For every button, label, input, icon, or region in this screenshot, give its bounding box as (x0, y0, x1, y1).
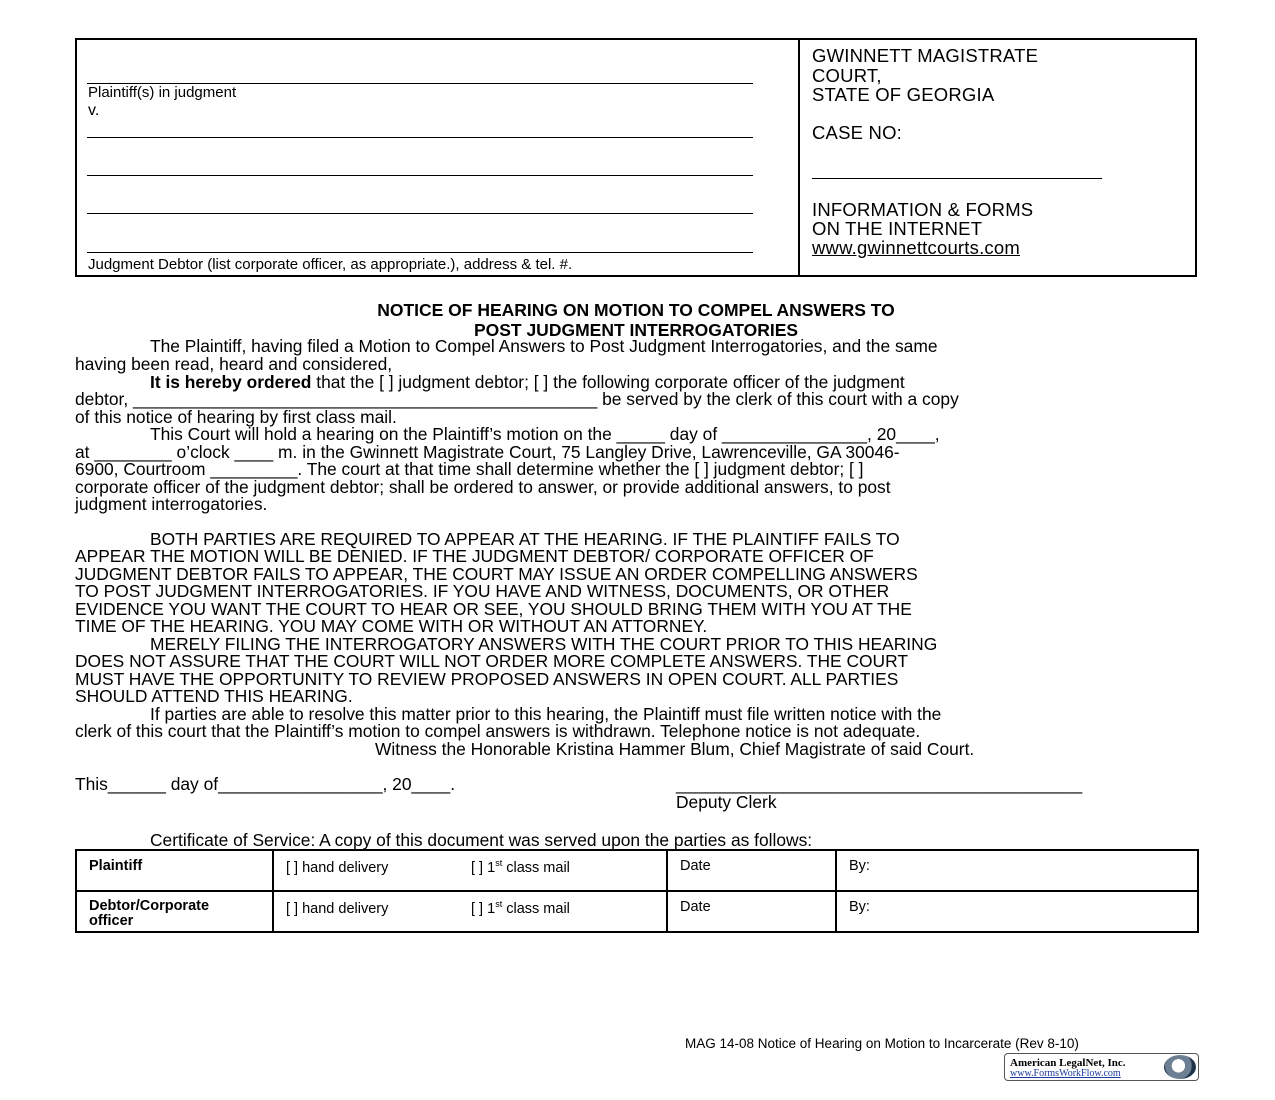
info-line2: ON THE INTERNET (812, 218, 983, 239)
deputy-clerk-label: Deputy Clerk (676, 792, 777, 812)
paragraph-2-line-2: debtor, ________________________________________________ be served by the clerk of this court with a copy (75, 389, 959, 409)
by-label: By: (849, 899, 870, 915)
debtor-line-4[interactable] (87, 252, 753, 253)
date-label: Date (680, 858, 711, 874)
paragraph-5-line-4: SHOULD ATTEND THIS HEARING. (75, 686, 353, 706)
delivery-cell (273, 891, 667, 932)
paragraph-3-line-4: corporate officer of the judgment debtor; shall be ordered to answer, or provide additional answers, to post (75, 477, 891, 497)
by-cell[interactable] (836, 891, 1198, 932)
document-title-line2: POST JUDGMENT INTERROGATORIES (473, 320, 799, 340)
debtor-line-1[interactable] (87, 137, 753, 138)
plaintiff-label: Plaintiff(s) in judgment (88, 84, 237, 101)
party-plaintiff: Plaintiff (89, 858, 143, 874)
delivery-cell (273, 850, 667, 891)
debtor-line-2[interactable] (87, 175, 753, 176)
witness-line: Witness the Honorable Kristina Hammer Blum, Chief Magistrate of said Court. (375, 739, 975, 759)
paragraph-1-line-1: The Plaintiff, having filed a Motion to Compel Answers to Post Judgment Interrogatories, and the same (150, 336, 938, 356)
paragraph-4-line-1: BOTH PARTIES ARE REQUIRED TO APPEAR AT THE HEARING. IF THE PLAINTIFF FAILS TO (150, 529, 900, 549)
paragraph-3-line-1: This Court will hold a hearing on the Plaintiff’s motion on the _____ day of _______________, 20____, (150, 424, 940, 444)
case-no-label: CASE NO: (812, 122, 903, 143)
by-label: By: (849, 858, 870, 874)
paragraph-2-line-3: of this notice of hearing by first class mail. (75, 407, 397, 427)
form-id: MAG 14-08 Notice of Hearing on Motion to Incarcerate (Rev 8-10) (685, 1036, 1079, 1051)
court-name-line1: GWINNETT MAGISTRATE (812, 45, 1039, 66)
paragraph-4-line-3: JUDGMENT DEBTOR FAILS TO APPEAR, THE COURT MAY ISSUE AN ORDER COMPELLING ANSWERS (75, 564, 918, 584)
court-state: STATE OF GEORGIA (812, 84, 995, 105)
versus-label: v. (88, 102, 100, 119)
table-row (76, 850, 1198, 891)
first-class-mail-checkbox[interactable] (471, 901, 570, 917)
first-class-mail-checkbox[interactable] (471, 860, 570, 876)
vendor-name: American LegalNet, Inc. (1010, 1057, 1126, 1069)
paragraph-5-line-1: MERELY FILING THE INTERROGATORY ANSWERS WITH THE COURT PRIOR TO THIS HEARING (150, 634, 938, 654)
mail-checkbox-text: [ ] 1 (471, 900, 496, 917)
globe-icon (1164, 1055, 1196, 1079)
certificate-intro: Certificate of Service: A copy of this document was served upon the parties as follows: (150, 830, 813, 850)
order-phrase: It is hereby ordered (150, 372, 312, 392)
mail-label: class mail (502, 859, 570, 876)
paragraph-4-line-2: APPEAR THE MOTION WILL BE DENIED. IF THE JUDGMENT DEBTOR/ CORPORATE OFFICER OF (75, 546, 874, 566)
table-row (76, 891, 1198, 932)
court-name-line2: COURT, (812, 65, 882, 86)
paragraph-3-line-3: 6900, Courtroom _________. The court at that time shall determine whether the [ ] judgment debtor; [ ] (75, 459, 864, 479)
paragraph-6-line-1: If parties are able to resolve this matter prior to this hearing, the Plaintiff must file written notice with the (150, 704, 942, 724)
mail-ordinal: st (495, 899, 503, 909)
website-link[interactable]: www.gwinnettcourts.com (812, 237, 1020, 258)
mail-ordinal: st (495, 858, 503, 868)
paragraph-4-line-4: TO POST JUDGMENT INTERROGATORIES. IF YOU HAVE AND WITNESS, DOCUMENTS, OR OTHER (75, 581, 890, 601)
hand-delivery-checkbox[interactable]: [ ] hand delivery (286, 859, 389, 876)
paragraph-3-line-5: judgment interrogatories. (75, 494, 268, 514)
document-title-line1: NOTICE OF HEARING ON MOTION TO COMPEL ANSWERS TO (377, 300, 895, 320)
by-cell[interactable] (836, 850, 1198, 891)
order-rest: that the [ ] judgment debtor; [ ] the following corporate officer of the judgment (311, 372, 905, 392)
caption-box (75, 38, 1197, 277)
party-cell (76, 850, 273, 891)
paragraph-5-line-3: MUST HAVE THE OPPORTUNITY TO REVIEW PROPOSED ANSWERS IN OPEN COURT. ALL PARTIES (75, 669, 899, 689)
date-cell[interactable] (667, 850, 836, 891)
date-cell[interactable] (667, 891, 836, 932)
party-cell (76, 891, 273, 932)
mail-checkbox-text: [ ] 1 (471, 859, 496, 876)
paragraph-4-line-6: TIME OF THE HEARING. YOU MAY COME WITH OR WITHOUT AN ATTORNEY. (75, 616, 708, 636)
paragraph-5-line-2: DOES NOT ASSURE THAT THE COURT WILL NOT ORDER MORE COMPLETE ANSWERS. THE COURT (75, 651, 908, 671)
party-debtor: Debtor/Corporate officer (89, 898, 210, 929)
paragraph-1-line-2: having been read, heard and considered, (75, 354, 393, 374)
debtor-label: Judgment Debtor (list corporate officer, as appropriate.), address & tel. #. (88, 256, 573, 273)
debtor-line-3[interactable] (87, 213, 753, 214)
paragraph-6-line-2: clerk of this court that the Plaintiff’s motion to compel answers is withdrawn. Telephone notice is not adequate. (75, 721, 921, 741)
case-no-line[interactable] (812, 178, 1102, 179)
hand-delivery-checkbox[interactable]: [ ] hand delivery (286, 900, 389, 917)
signature-line[interactable]: __________________________________________ (676, 774, 1083, 794)
date-signed-line[interactable]: This______ day of_________________, 20____. (75, 774, 456, 794)
caption-divider (798, 38, 800, 277)
service-table (75, 849, 1199, 933)
date-label: Date (680, 899, 711, 915)
vendor-url-link[interactable]: www.FormsWorkFlow.com (1010, 1068, 1121, 1079)
paragraph-4-line-5: EVIDENCE YOU WANT THE COURT TO HEAR OR SEE, YOU SHOULD BRING THEM WITH YOU AT THE (75, 599, 912, 619)
mail-label: class mail (502, 900, 570, 917)
info-line1: INFORMATION & FORMS (812, 199, 1034, 220)
paragraph-3-line-2: at ________ o’clock ____ m. in the Gwinnett Magistrate Court, 75 Langley Drive, Lawrenceville, GA 30046- (75, 442, 900, 462)
